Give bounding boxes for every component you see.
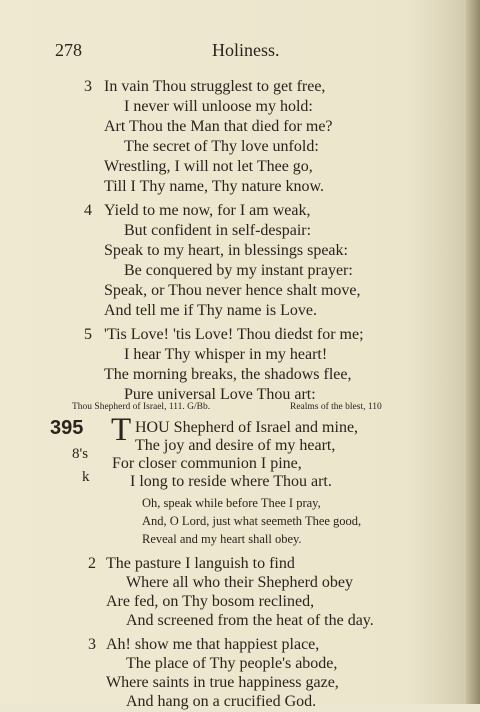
verse-line: The place of Thy people's abode, <box>126 655 338 672</box>
verse-number: 3 <box>88 636 96 653</box>
page-gutter-shadow <box>466 0 480 704</box>
chorus-line: And, O Lord, just what seemeth Thee good, <box>142 514 362 528</box>
page-header <box>55 40 445 64</box>
verse-line: Where all who their Shepherd obey <box>126 574 354 591</box>
verse-line: Where saints in true happiness gaze, <box>106 674 339 691</box>
verse-number: 5 <box>84 326 92 343</box>
verse-line: The morning breaks, the shadows flee, <box>104 366 352 383</box>
verse-line: Ah! show me that happiest place, <box>106 636 320 653</box>
tune-reference-left: Thou Shepherd of Israel, 111. G/Bb. <box>72 402 211 412</box>
verse-line: But confident in self-despair: <box>124 222 312 239</box>
hymn-key: k <box>82 469 90 485</box>
verse-line: Till I Thy name, Thy nature know. <box>104 178 324 195</box>
chorus-line: Oh, speak while before Thee I pray, <box>142 496 321 510</box>
running-title: Holiness. <box>212 40 280 60</box>
verse-number: 4 <box>84 202 92 219</box>
verse-line: And hang on a crucified God. <box>126 693 317 710</box>
verse-line: The secret of Thy love unfold: <box>124 138 319 155</box>
page-number: 278 <box>55 40 82 60</box>
verse-number: 3 <box>84 78 92 95</box>
verse-line: 'Tis Love! 'tis Love! Thou diedst for me; <box>104 326 364 343</box>
verse-line: I never will unloose my hold: <box>124 98 313 115</box>
verse-line: And tell me if Thy name is Love. <box>104 302 317 319</box>
verse-line: Pure universal Love Thou art: <box>124 386 316 403</box>
verse-number: 2 <box>88 555 96 572</box>
verse-line: I long to reside where Thou art. <box>130 473 332 490</box>
verse-line: In vain Thou strugglest to get free, <box>104 78 326 95</box>
verse-line: The pasture I languish to find <box>106 555 295 572</box>
hymn-number: 395 <box>50 417 84 439</box>
verse-line: For closer communion I pine, <box>112 455 302 472</box>
verse-line: Wrestling, I will not let Thee go, <box>104 158 313 175</box>
verse-line: Be conquered by my instant prayer: <box>124 262 353 279</box>
drop-cap: T <box>111 412 132 448</box>
verse-line: The joy and desire of my heart, <box>135 437 336 454</box>
verse-line: Speak, or Thou never hence shalt move, <box>104 282 361 299</box>
verse-line: HOU Shepherd of Israel and mine, <box>135 419 359 436</box>
verse-line: And screened from the heat of the day. <box>126 612 374 629</box>
verse-line: Yield to me now, for I am weak, <box>104 202 311 219</box>
verse-line: Speak to my heart, in blessings speak: <box>104 242 348 259</box>
verse-line: I hear Thy whisper in my heart! <box>124 346 328 363</box>
tune-reference-right: Realms of the blest, 110 <box>290 402 382 412</box>
verse-line: Art Thou the Man that died for me? <box>104 118 333 135</box>
hymn-meter: 8's <box>72 446 89 462</box>
verse-line: Are fed, on Thy bosom reclined, <box>106 593 315 610</box>
chorus-line: Reveal and my heart shall obey. <box>142 532 302 546</box>
